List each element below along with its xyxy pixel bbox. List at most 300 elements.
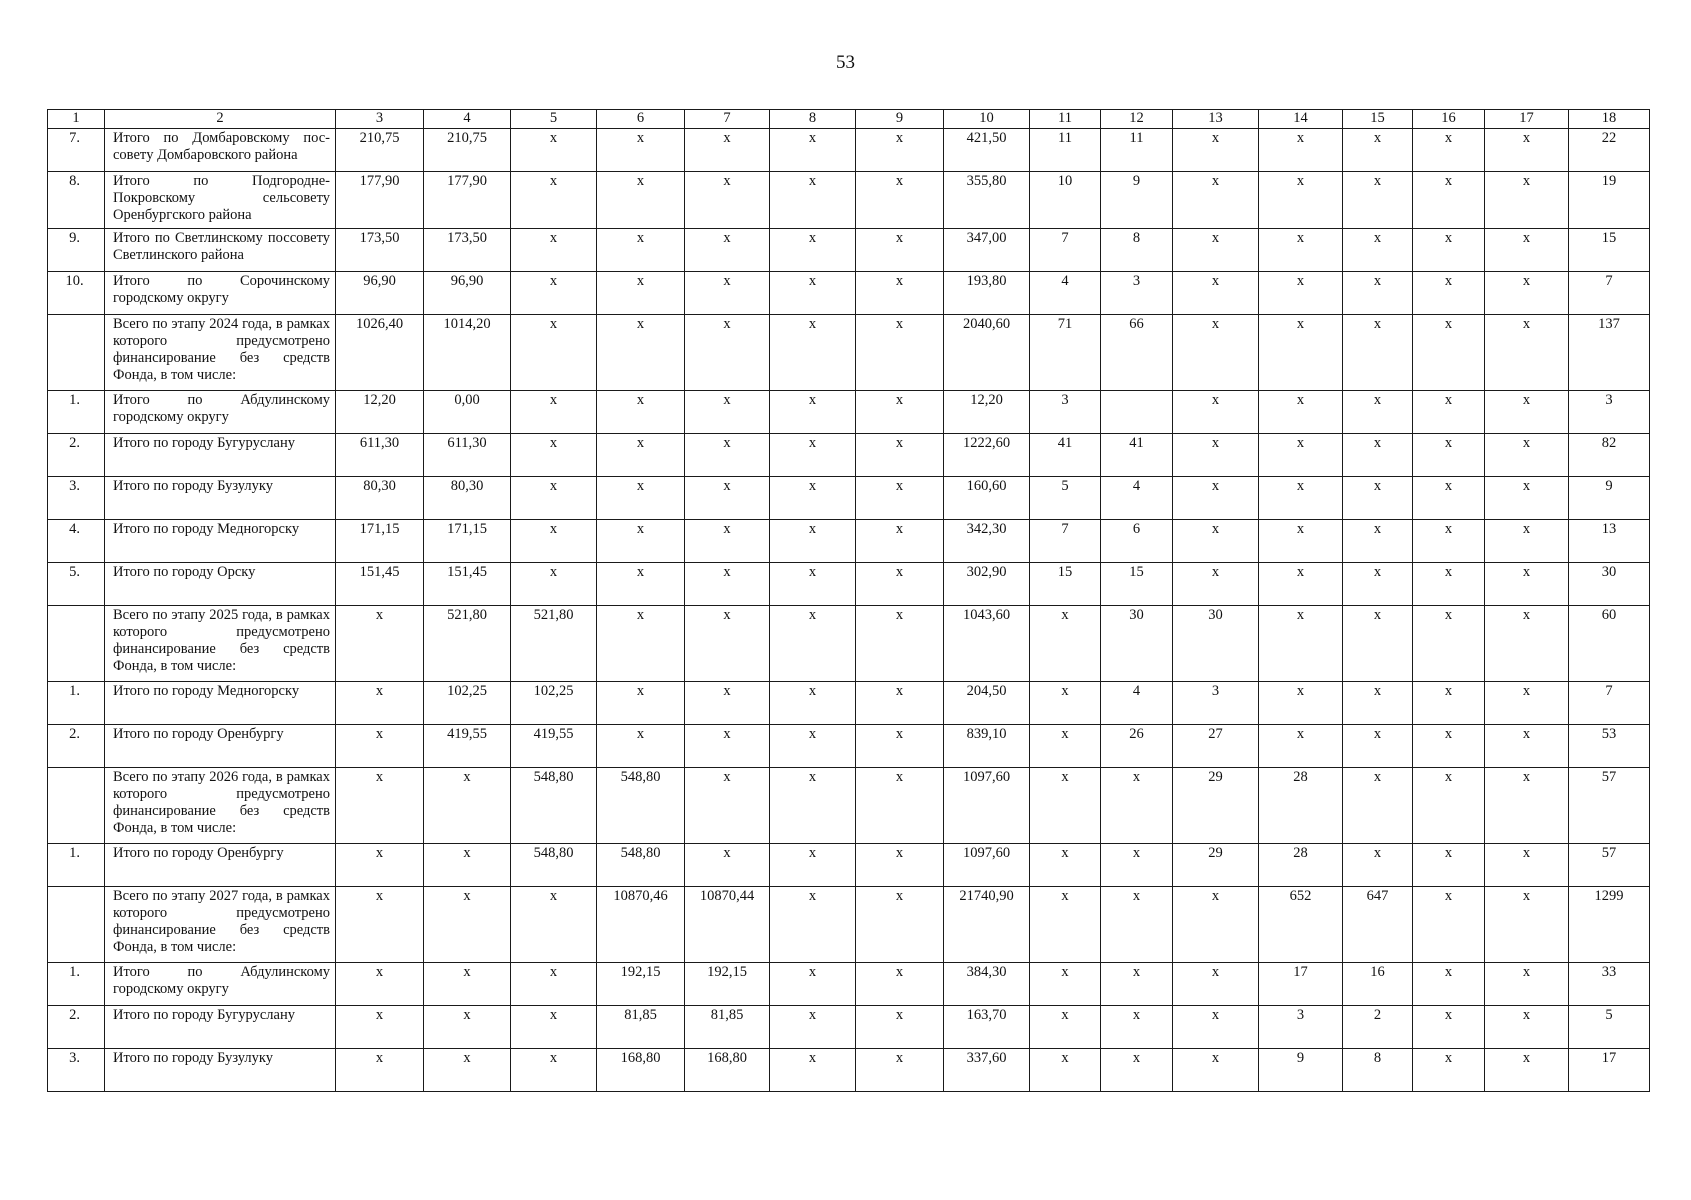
value-cell: x	[336, 887, 424, 963]
value-cell: 548,80	[597, 844, 685, 887]
table-row	[48, 682, 1650, 725]
column-number-header: 15	[1343, 110, 1413, 129]
value-cell: 611,30	[424, 434, 511, 477]
value-cell: x	[1343, 391, 1413, 434]
value-cell: x	[1173, 129, 1259, 172]
value-cell: x	[1259, 391, 1343, 434]
value-cell: x	[511, 391, 597, 434]
value-cell: x	[336, 768, 424, 844]
value-cell: x	[1030, 606, 1101, 682]
row-number-cell: 10.	[48, 272, 105, 315]
value-cell: 9	[1569, 477, 1650, 520]
value-cell: x	[685, 520, 770, 563]
value-cell: x	[856, 844, 944, 887]
table-row	[48, 768, 1650, 844]
value-cell: 96,90	[424, 272, 511, 315]
value-cell: 29	[1173, 768, 1259, 844]
value-cell: 4	[1101, 682, 1173, 725]
value-cell: x	[856, 963, 944, 1006]
value-cell: 30	[1173, 606, 1259, 682]
column-number-header: 18	[1569, 110, 1650, 129]
value-cell: x	[424, 1006, 511, 1049]
value-cell: x	[1173, 887, 1259, 963]
value-cell: 60	[1569, 606, 1650, 682]
row-name-cell: Итого по городу Оренбургу	[105, 844, 336, 887]
value-cell: x	[511, 229, 597, 272]
value-cell: x	[1030, 887, 1101, 963]
value-cell: x	[1173, 477, 1259, 520]
row-number-cell	[48, 887, 105, 963]
value-cell: 5	[1030, 477, 1101, 520]
value-cell: x	[597, 520, 685, 563]
value-cell: x	[770, 963, 856, 1006]
value-cell: x	[685, 272, 770, 315]
value-cell: x	[685, 682, 770, 725]
value-cell: 4	[1101, 477, 1173, 520]
value-cell: x	[1413, 520, 1485, 563]
value-cell: x	[511, 520, 597, 563]
value-cell: x	[1173, 1006, 1259, 1049]
value-cell: x	[511, 887, 597, 963]
value-cell: x	[1259, 477, 1343, 520]
value-cell: 29	[1173, 844, 1259, 887]
value-cell: 0,00	[424, 391, 511, 434]
value-cell: 210,75	[424, 129, 511, 172]
value-cell: x	[770, 887, 856, 963]
value-cell: x	[1030, 963, 1101, 1006]
value-cell: x	[511, 434, 597, 477]
value-cell: x	[1259, 315, 1343, 391]
value-cell: 1097,60	[944, 844, 1030, 887]
value-cell: 19	[1569, 172, 1650, 229]
column-number-header: 14	[1259, 110, 1343, 129]
value-cell: x	[1413, 391, 1485, 434]
value-cell: 102,25	[424, 682, 511, 725]
value-cell: 41	[1030, 434, 1101, 477]
value-cell: x	[336, 963, 424, 1006]
value-cell: x	[1485, 129, 1569, 172]
value-cell: x	[856, 725, 944, 768]
value-cell: x	[336, 844, 424, 887]
value-cell: x	[685, 315, 770, 391]
row-name-cell: Итого по городу Бугуруслану	[105, 1006, 336, 1049]
row-number-cell: 2.	[48, 434, 105, 477]
value-cell: 171,15	[336, 520, 424, 563]
value-cell: x	[1413, 1006, 1485, 1049]
value-cell: x	[856, 129, 944, 172]
value-cell: 548,80	[597, 768, 685, 844]
value-cell: x	[685, 563, 770, 606]
value-cell: x	[1343, 520, 1413, 563]
value-cell: x	[1173, 172, 1259, 229]
value-cell: x	[856, 682, 944, 725]
value-cell: 57	[1569, 768, 1650, 844]
value-cell: x	[1485, 229, 1569, 272]
column-number-header: 2	[105, 110, 336, 129]
value-cell: 2	[1343, 1006, 1413, 1049]
row-number-cell: 5.	[48, 563, 105, 606]
table-row	[48, 1006, 1650, 1049]
value-cell: x	[1485, 172, 1569, 229]
row-number-cell: 1.	[48, 963, 105, 1006]
value-cell: x	[1343, 272, 1413, 315]
value-cell: 521,80	[511, 606, 597, 682]
value-cell: x	[1030, 1049, 1101, 1092]
value-cell: x	[856, 477, 944, 520]
value-cell: 9	[1101, 172, 1173, 229]
value-cell: x	[1413, 682, 1485, 725]
value-cell: 6	[1101, 520, 1173, 563]
table-row	[48, 391, 1650, 434]
row-number-cell: 2.	[48, 1006, 105, 1049]
row-name-cell: Итого по Домбаровскому пос-советy Домбаровского района	[105, 129, 336, 172]
value-cell: x	[336, 606, 424, 682]
value-cell: 419,55	[424, 725, 511, 768]
value-cell: x	[424, 887, 511, 963]
table-row	[48, 129, 1650, 172]
value-cell: 1014,20	[424, 315, 511, 391]
value-cell: x	[1413, 963, 1485, 1006]
value-cell: x	[597, 725, 685, 768]
column-number-header: 1	[48, 110, 105, 129]
value-cell: 12,20	[944, 391, 1030, 434]
value-cell: 168,80	[597, 1049, 685, 1092]
value-cell: x	[770, 844, 856, 887]
value-cell: 17	[1259, 963, 1343, 1006]
value-cell: 347,00	[944, 229, 1030, 272]
value-cell: 28	[1259, 768, 1343, 844]
value-cell: x	[1101, 963, 1173, 1006]
value-cell: 26	[1101, 725, 1173, 768]
value-cell: 1043,60	[944, 606, 1030, 682]
value-cell: x	[856, 606, 944, 682]
value-cell: 11	[1101, 129, 1173, 172]
value-cell: x	[770, 768, 856, 844]
value-cell: 81,85	[597, 1006, 685, 1049]
value-cell: x	[511, 1006, 597, 1049]
value-cell: x	[1173, 272, 1259, 315]
value-cell: 17	[1569, 1049, 1650, 1092]
row-number-cell: 7.	[48, 129, 105, 172]
value-cell: 11	[1030, 129, 1101, 172]
value-cell: x	[1259, 434, 1343, 477]
value-cell: x	[511, 315, 597, 391]
value-cell: 8	[1343, 1049, 1413, 1092]
value-cell: 82	[1569, 434, 1650, 477]
value-cell: x	[511, 1049, 597, 1092]
value-cell: 3	[1101, 272, 1173, 315]
value-cell: x	[1485, 272, 1569, 315]
value-cell: 163,70	[944, 1006, 1030, 1049]
value-cell: 521,80	[424, 606, 511, 682]
value-cell: x	[597, 129, 685, 172]
value-cell: x	[1343, 315, 1413, 391]
value-cell: 652	[1259, 887, 1343, 963]
value-cell: x	[685, 172, 770, 229]
row-name-cell: Итого по Подгородне-Покровскому сельсовету Оренбургского района	[105, 172, 336, 229]
column-number-header: 8	[770, 110, 856, 129]
value-cell: x	[1485, 768, 1569, 844]
value-cell: x	[597, 563, 685, 606]
value-cell: x	[1343, 172, 1413, 229]
value-cell: x	[856, 434, 944, 477]
value-cell: x	[770, 434, 856, 477]
value-cell: 160,60	[944, 477, 1030, 520]
value-cell: 96,90	[336, 272, 424, 315]
value-cell: x	[770, 129, 856, 172]
value-cell: x	[1485, 477, 1569, 520]
value-cell: 28	[1259, 844, 1343, 887]
table-header-row	[48, 110, 1650, 129]
value-cell: x	[856, 1049, 944, 1092]
value-cell: x	[1343, 477, 1413, 520]
value-cell: x	[685, 434, 770, 477]
value-cell: x	[597, 172, 685, 229]
row-name-cell: Всего по этапу 2027 года, в рамках которого предусмотрено финансирование без средств Фонда, в том числе:	[105, 887, 336, 963]
table-row	[48, 434, 1650, 477]
value-cell: x	[770, 520, 856, 563]
row-number-cell: 1.	[48, 682, 105, 725]
value-cell: x	[424, 844, 511, 887]
value-cell: x	[1173, 520, 1259, 563]
value-cell: x	[1030, 682, 1101, 725]
value-cell: x	[1485, 391, 1569, 434]
table-row	[48, 844, 1650, 887]
row-name-cell: Итого по Абдулинскому городскому округу	[105, 963, 336, 1006]
value-cell: x	[597, 229, 685, 272]
value-cell: 8	[1101, 229, 1173, 272]
value-cell: 10870,46	[597, 887, 685, 963]
value-cell: x	[856, 563, 944, 606]
value-cell: 1299	[1569, 887, 1650, 963]
column-number-header: 9	[856, 110, 944, 129]
page-number: 53	[836, 52, 855, 73]
value-cell: x	[1413, 1049, 1485, 1092]
value-cell: 30	[1569, 563, 1650, 606]
value-cell: 337,60	[944, 1049, 1030, 1092]
value-cell: x	[770, 315, 856, 391]
value-cell: x	[1485, 1006, 1569, 1049]
row-name-cell: Итого по городу Бугуруслану	[105, 434, 336, 477]
row-number-cell: 3.	[48, 1049, 105, 1092]
table-row	[48, 229, 1650, 272]
value-cell: x	[1259, 563, 1343, 606]
table-row	[48, 887, 1650, 963]
value-cell: x	[1485, 682, 1569, 725]
value-cell: x	[1343, 682, 1413, 725]
value-cell: x	[1413, 315, 1485, 391]
value-cell: 137	[1569, 315, 1650, 391]
value-cell: x	[1343, 434, 1413, 477]
value-cell: x	[770, 563, 856, 606]
value-cell	[1101, 391, 1173, 434]
row-name-cell: Итого по городу Бузулуку	[105, 477, 336, 520]
value-cell: x	[511, 172, 597, 229]
row-name-cell: Итого по Сорочинскому городскому округу	[105, 272, 336, 315]
row-number-cell: 1.	[48, 391, 105, 434]
value-cell: x	[1343, 844, 1413, 887]
value-cell: x	[1259, 272, 1343, 315]
row-name-cell: Всего по этапу 2026 года, в рамках которого предусмотрено финансирование без средств Фонда, в том числе:	[105, 768, 336, 844]
value-cell: 192,15	[685, 963, 770, 1006]
value-cell: 102,25	[511, 682, 597, 725]
value-cell: 10870,44	[685, 887, 770, 963]
value-cell: x	[856, 391, 944, 434]
value-cell: x	[1173, 391, 1259, 434]
value-cell: 81,85	[685, 1006, 770, 1049]
value-cell: x	[685, 391, 770, 434]
value-cell: x	[1259, 229, 1343, 272]
table-row	[48, 1049, 1650, 1092]
value-cell: x	[1030, 768, 1101, 844]
value-cell: x	[685, 768, 770, 844]
row-number-cell: 8.	[48, 172, 105, 229]
value-cell: 33	[1569, 963, 1650, 1006]
table-row	[48, 272, 1650, 315]
value-cell: 168,80	[685, 1049, 770, 1092]
column-number-header: 11	[1030, 110, 1101, 129]
table-row	[48, 477, 1650, 520]
value-cell: x	[1173, 963, 1259, 1006]
row-name-cell: Итого по Абдулинскому городскому округу	[105, 391, 336, 434]
value-cell: 548,80	[511, 844, 597, 887]
value-cell: 7	[1569, 272, 1650, 315]
value-cell: x	[1413, 272, 1485, 315]
value-cell: x	[1413, 768, 1485, 844]
value-cell: 171,15	[424, 520, 511, 563]
value-cell: 177,90	[424, 172, 511, 229]
value-cell: 30	[1101, 606, 1173, 682]
value-cell: 22	[1569, 129, 1650, 172]
value-cell: x	[685, 725, 770, 768]
value-cell: x	[685, 477, 770, 520]
value-cell: x	[1030, 844, 1101, 887]
table-row	[48, 606, 1650, 682]
value-cell: 611,30	[336, 434, 424, 477]
value-cell: 384,30	[944, 963, 1030, 1006]
value-cell: x	[856, 1006, 944, 1049]
value-cell: 13	[1569, 520, 1650, 563]
value-cell: x	[1101, 1049, 1173, 1092]
value-cell: 66	[1101, 315, 1173, 391]
value-cell: 15	[1030, 563, 1101, 606]
value-cell: x	[597, 391, 685, 434]
value-cell: 1222,60	[944, 434, 1030, 477]
value-cell: 15	[1101, 563, 1173, 606]
value-cell: x	[597, 272, 685, 315]
value-cell: x	[1485, 963, 1569, 1006]
value-cell: x	[770, 1049, 856, 1092]
value-cell: x	[1259, 172, 1343, 229]
column-number-header: 12	[1101, 110, 1173, 129]
value-cell: x	[1173, 434, 1259, 477]
value-cell: 355,80	[944, 172, 1030, 229]
value-cell: x	[511, 963, 597, 1006]
value-cell: 15	[1569, 229, 1650, 272]
value-cell: x	[1413, 606, 1485, 682]
value-cell: 41	[1101, 434, 1173, 477]
row-number-cell: 3.	[48, 477, 105, 520]
value-cell: 53	[1569, 725, 1650, 768]
column-number-header: 10	[944, 110, 1030, 129]
column-number-header: 6	[597, 110, 685, 129]
value-cell: 3	[1569, 391, 1650, 434]
value-cell: x	[1485, 606, 1569, 682]
value-cell: x	[1485, 1049, 1569, 1092]
value-cell: x	[856, 768, 944, 844]
value-cell: x	[1343, 725, 1413, 768]
value-cell: x	[1485, 725, 1569, 768]
value-cell: 2040,60	[944, 315, 1030, 391]
value-cell: x	[685, 606, 770, 682]
column-number-header: 3	[336, 110, 424, 129]
value-cell: x	[1101, 887, 1173, 963]
value-cell: x	[336, 1006, 424, 1049]
column-number-header: 7	[685, 110, 770, 129]
value-cell: x	[511, 563, 597, 606]
value-cell: x	[511, 129, 597, 172]
table-row	[48, 963, 1650, 1006]
value-cell: 302,90	[944, 563, 1030, 606]
table-row	[48, 563, 1650, 606]
row-name-cell: Всего по этапу 2025 года, в рамках которого предусмотрено финансирование без средств Фонда, в том числе:	[105, 606, 336, 682]
column-number-header: 13	[1173, 110, 1259, 129]
value-cell: x	[856, 172, 944, 229]
value-cell: x	[1101, 1006, 1173, 1049]
value-cell: x	[511, 272, 597, 315]
value-cell: 27	[1173, 725, 1259, 768]
value-cell: 16	[1343, 963, 1413, 1006]
value-cell: x	[685, 844, 770, 887]
value-cell: x	[770, 229, 856, 272]
value-cell: x	[597, 315, 685, 391]
value-cell: x	[685, 129, 770, 172]
value-cell: 4	[1030, 272, 1101, 315]
value-cell: 839,10	[944, 725, 1030, 768]
row-name-cell: Итого по городу Медногорску	[105, 682, 336, 725]
value-cell: 151,45	[336, 563, 424, 606]
value-cell: x	[1413, 434, 1485, 477]
value-cell: 173,50	[424, 229, 511, 272]
column-number-header: 5	[511, 110, 597, 129]
value-cell: x	[597, 477, 685, 520]
value-cell: x	[770, 272, 856, 315]
value-cell: 419,55	[511, 725, 597, 768]
value-cell: 80,30	[424, 477, 511, 520]
table-row	[48, 520, 1650, 563]
value-cell: 5	[1569, 1006, 1650, 1049]
value-cell: x	[1485, 563, 1569, 606]
value-cell: x	[856, 229, 944, 272]
value-cell: 193,80	[944, 272, 1030, 315]
value-cell: 9	[1259, 1049, 1343, 1092]
row-number-cell: 4.	[48, 520, 105, 563]
row-number-cell: 1.	[48, 844, 105, 887]
value-cell: x	[1413, 887, 1485, 963]
value-cell: x	[1173, 1049, 1259, 1092]
value-cell: 7	[1030, 520, 1101, 563]
value-cell: x	[1413, 844, 1485, 887]
value-cell: x	[1485, 520, 1569, 563]
value-cell: x	[1343, 129, 1413, 172]
value-cell: x	[336, 725, 424, 768]
value-cell: x	[770, 725, 856, 768]
value-cell: 151,45	[424, 563, 511, 606]
value-cell: 3	[1030, 391, 1101, 434]
value-cell: x	[1101, 768, 1173, 844]
value-cell: x	[1485, 434, 1569, 477]
value-cell: 342,30	[944, 520, 1030, 563]
